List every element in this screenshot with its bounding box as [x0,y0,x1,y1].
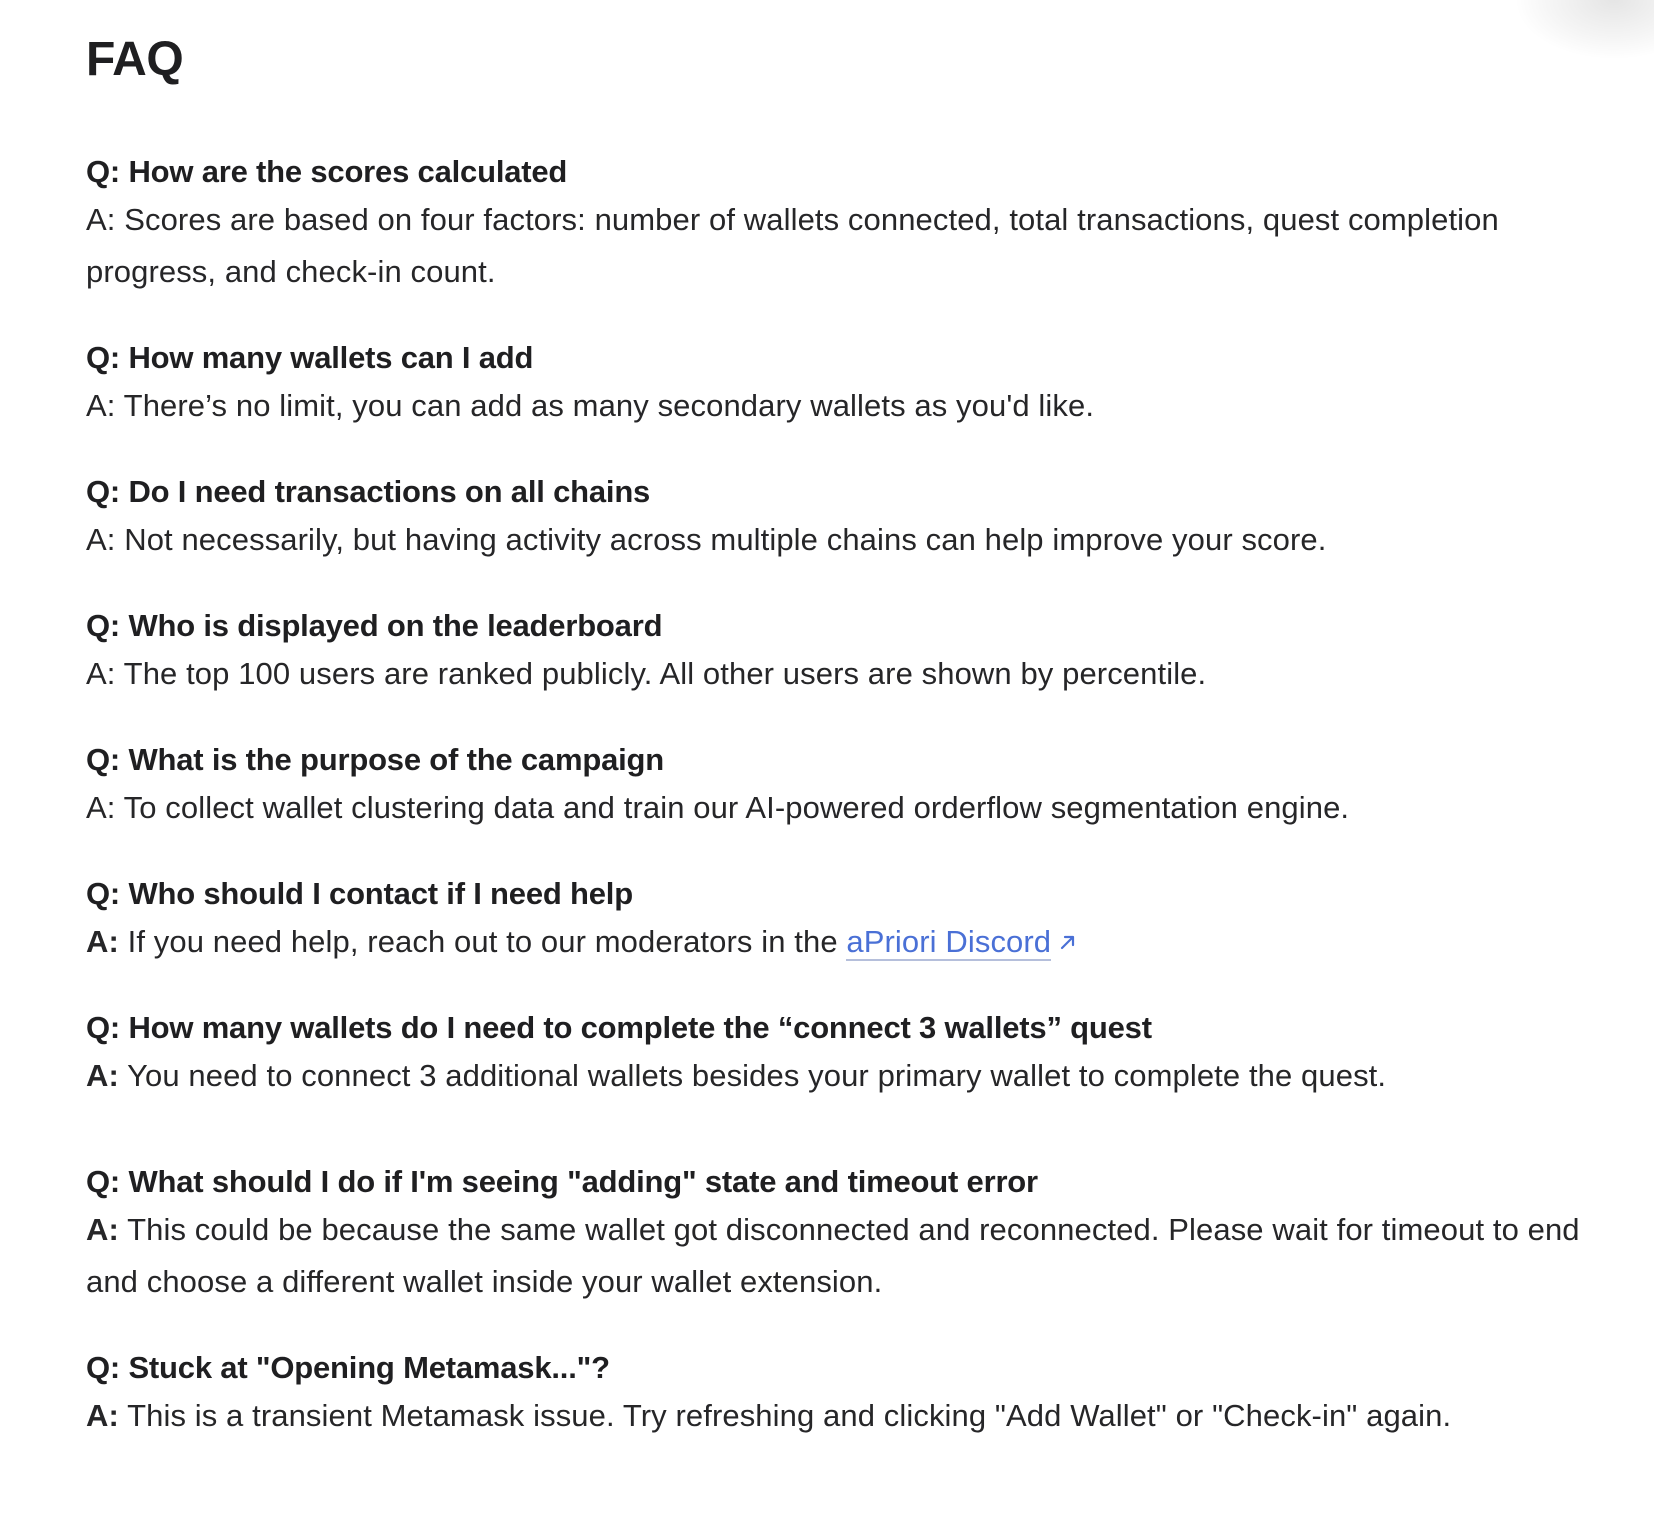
faq-item [86,738,1626,834]
answer-prefix: A: [86,522,116,557]
faq-item [86,1160,1626,1308]
faq-item [86,470,1626,566]
faq-item [86,336,1626,432]
faq-list [86,150,1626,1442]
faq-question: Q: Do I need transactions on all chains [86,474,651,509]
answer-prefix: A: [86,924,119,959]
answer-text: If you need help, reach out to our moderators in the [118,924,847,959]
faq-question: Q: How many wallets do I need to complete the “connect 3 wallets” quest [86,1010,1152,1045]
faq-question: Q: Who is displayed on the leaderboard [86,608,663,643]
answer-prefix: A: [86,1058,119,1093]
discord-link[interactable]: aPriori Discord [846,924,1052,959]
faq-answer [86,380,1626,432]
faq-page [86,30,1626,1480]
answer-prefix: A: [86,202,116,237]
faq-item [86,872,1626,968]
faq-item [86,1346,1626,1442]
faq-answer [86,1050,1626,1102]
faq-question: Q: Who should I contact if I need help [86,876,633,911]
answer-prefix: A: [86,790,116,825]
answer-prefix: A: [86,656,116,691]
answer-text: Not necessarily, but having activity across multiple chains can help improve your score. [115,522,1327,557]
faq-question: Q: What should I do if I'm seeing "adding" state and timeout error [86,1164,1038,1199]
answer-text: You need to connect 3 additional wallets besides your primary wallet to complete the quest. [118,1058,1387,1093]
answer-text: This is a transient Metamask issue. Try refreshing and clicking "Add Wallet" or "Check-in" again. [118,1398,1452,1433]
faq-answer [86,782,1626,834]
faq-question: Q: Stuck at "Opening Metamask..."? [86,1350,610,1385]
faq-answer [86,916,1626,968]
answer-prefix: A: [86,1398,119,1433]
page-title: FAQ [86,33,184,86]
faq-item [86,150,1626,298]
faq-answer [86,514,1626,566]
faq-answer [86,1204,1626,1308]
faq-answer [86,1390,1626,1442]
faq-question: Q: How many wallets can I add [86,340,534,375]
answer-text: There’s no limit, you can add as many secondary wallets as you'd like. [115,388,1095,423]
answer-text: This could be because the same wallet got disconnected and reconnected. Please wait for timeout to end and choose a different wallet inside your wallet extension. [86,1212,1580,1299]
faq-question: Q: What is the purpose of the campaign [86,742,664,777]
external-link-arrow-icon[interactable] [1057,931,1079,953]
faq-answer [86,648,1626,700]
faq-item [86,604,1626,700]
faq-answer [86,194,1626,298]
answer-text: Scores are based on four factors: number of wallets connected, total transactions, quest completion progress, and check-in count. [86,202,1499,289]
answer-text: To collect wallet clustering data and train our AI-powered orderflow segmentation engine. [115,790,1350,825]
answer-prefix: A: [86,388,116,423]
answer-prefix: A: [86,1212,119,1247]
faq-question: Q: How are the scores calculated [86,154,568,189]
answer-text: The top 100 users are ranked publicly. All other users are shown by percentile. [115,656,1207,691]
faq-item [86,1006,1626,1102]
